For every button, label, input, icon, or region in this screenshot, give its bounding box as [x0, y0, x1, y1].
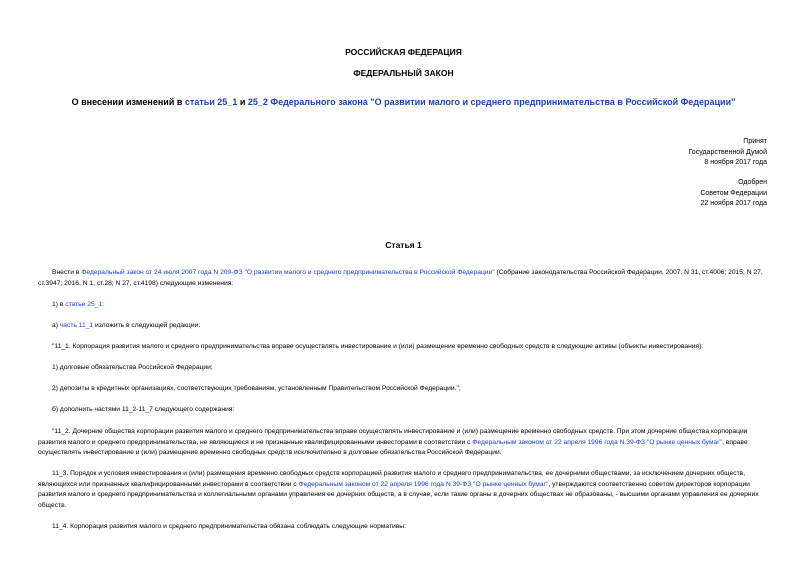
paragraph-intro	[38, 268, 770, 289]
paragraph-intro-suffix: (Собрание законодательства Российской Федерации, 2007, N 31, ст.4006; 2015, N 27, ст.3947; 2016, N 1, ст.28; N 27, ст.4198) следующие изменения:	[38, 269, 763, 287]
article-heading: Статья 1	[385, 240, 422, 250]
law-title-prefix: О внесении изменений в	[71, 97, 185, 107]
paragraph-deposits: 2) депозиты в кредитных организациях, соответствующих требованиям, установленным Правительством Российской Федерации.";	[52, 385, 461, 392]
law-title-conjunction: и	[237, 97, 248, 107]
paragraph-11-2-prefix: "11_2. Дочерние общества корпорации развития малого и среднего предпринимательства вправе осуществлять инвестирование и (или) размещение временно свободных средств. При этом дочерние общества корпорации развития малого и среднего предпринимательства, не являющиеся и не признанные квалифицированными инвесторами в соответствии с	[38, 428, 748, 446]
federal-law-39-link-2[interactable]: Федеральным законом от 22 апреля 1996 года N 39-ФЗ "О рынке ценных бумаг"	[298, 480, 549, 488]
part-11-1-link[interactable]: часть 11_1	[59, 322, 94, 329]
paragraph-11-3-suffix: , утверждаются соответственно советом директоров корпорации развития малого и среднего предпринимательства и коллегиальными органами управления ее дочерних обществ, а в случае, если такие органы в дочерних обществах не образованы, - высшими органами управления ее дочерних обществ.	[38, 480, 759, 509]
paragraph-11-3-prefix: 11_3. Порядок и условия инвестирования и (или) размещения временно свободных средств корпорацией развития малого и среднего предпринимательства, ее дочерними обществами, за исключением дочерних обществ, являющихся или признанных квалифицированными инвесторами в соответствии с	[38, 470, 746, 488]
adopted-block	[688, 137, 767, 169]
federal-law-39-link-1[interactable]: Федеральным законом от 22 апреля 1996 года N 39-ФЗ "О рынке ценных бумаг"	[472, 438, 723, 446]
paragraph-11-4: 11_4. Корпорация развития малого и среднего предпринимательства обязана соблюдать следующие нормативы:	[52, 523, 406, 530]
approved-block	[700, 178, 767, 210]
approved-label: Одобрен	[738, 179, 767, 186]
paragraph-11-2-suffix: , вправе осуществлять инвестирование и (или) размещение временно свободных средств исключительно в долговые обязательства Российской Федерации.	[38, 438, 748, 457]
paragraph-item-a-suffix: изложить в следующей редакции:	[93, 322, 201, 329]
paragraph-item-a-prefix: а)	[52, 322, 60, 329]
adopted-label: Принят	[743, 138, 767, 145]
approved-date: 22 ноября 2017 года	[700, 200, 767, 208]
adopted-body: Государственной Думой	[688, 148, 767, 156]
paragraph-intro-prefix: Внести в	[52, 269, 82, 276]
paragraph-item-a	[38, 321, 770, 332]
paragraph-item-1	[38, 300, 770, 311]
paragraph-item-1-suffix: :	[102, 301, 104, 308]
federal-law-209-link[interactable]: Федеральный закон от 24 июля 2007 года N 209-ФЗ "О развитии малого и среднего предпринимательства в Российской Федерации"	[81, 269, 495, 276]
law-title-link-article-25-1[interactable]: статьи 25_1	[184, 97, 238, 107]
adopted-date: 8 ноября 2017 года	[704, 159, 767, 167]
law-title	[0, 97, 807, 108]
country-heading: РОССИЙСКАЯ ФЕДЕРАЦИЯ	[345, 47, 462, 57]
paragraph-11-1: "11_1. Корпорация развития малого и среднего предпринимательства вправе осуществлять инвестирование и (или) размещение временно свободных средств в следующие активы (объекты инвестирования):	[52, 343, 704, 350]
article-25-1-link[interactable]: статье 25_1	[65, 301, 103, 308]
approved-body: Советом Федерации	[700, 189, 767, 197]
law-title-link-article-25-2[interactable]: 25_2 Федерального закона "О развитии малого и среднего предпринимательства в Российской Федерации"	[247, 97, 736, 107]
paragraph-11-2	[38, 427, 770, 459]
paragraph-debt-obligations: 1) долговые обязательства Российской Федерации;	[52, 364, 213, 371]
document-type-heading: ФЕДЕРАЛЬНЫЙ ЗАКОН	[353, 68, 454, 78]
paragraph-11-3	[38, 469, 770, 511]
paragraph-item-b: б) дополнить частями 11_2-11_7 следующего содержания:	[52, 406, 235, 413]
paragraph-item-1-prefix: 1) в	[52, 301, 66, 308]
